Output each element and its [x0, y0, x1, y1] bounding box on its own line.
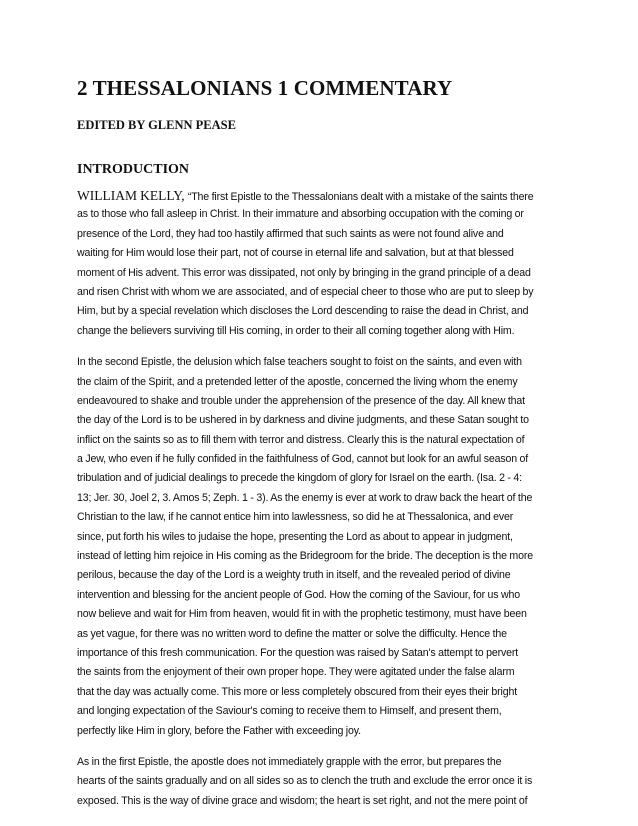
paragraph-1 [77, 186, 573, 341]
paragraph-line: change the believers surviving till His coming, in order to their all coming together along with Him. [77, 324, 515, 337]
paragraph-line: and longing expectation of the Saviour's coming to receive them to Himself, and present them, [77, 705, 502, 718]
paragraph-line: a Jew, who even if he fully confided in the faithfulness of God, cannot but look for an awful season of [77, 453, 529, 466]
paragraph-line: waiting for Him would lose their part, not of course in eternal life and salvation, but at that blessed [77, 247, 514, 260]
paragraph-line: the day of the Lord is to be ushered in by darkness and divine judgments, and these Satan sought to [77, 414, 529, 427]
author-name: WILLIAM KELLY, [77, 188, 188, 203]
paragraph-line: now believe and wait for Him from heaven, would fit in with the prophetic testimony, must have been [77, 608, 527, 621]
paragraph-line: as yet vague, for there was no written word to define the matter or solve the difficulty. Hence the [77, 627, 507, 640]
paragraph-line: moment of His advent. This error was dissipated, not only by bringing in the grand principle of a dead [77, 266, 531, 279]
editor-credit: EDITED BY GLENN PEASE [77, 118, 236, 132]
paragraph-2 [77, 353, 573, 741]
paragraph-line [77, 186, 573, 205]
paragraph-line: endeavoured to shake and trouble under the apprehension of the presence of the day. All knew that [77, 394, 525, 407]
paragraph-line: perilous, because the day of the Lord is a weighty truth in itself, and the revealed period of divine [77, 569, 511, 582]
paragraph-line: that the day was actually come. This more or less completely obscured from their eyes their bright [77, 685, 517, 698]
section-heading: INTRODUCTION [77, 162, 190, 177]
paragraph-line: presence of the Lord, they had too hastily affirmed that such saints as were not found alive and [77, 227, 504, 240]
paragraph-line: the claim of the Spirit, and a pretended letter of the apostle, concerned the living whom the enemy [77, 375, 518, 388]
paragraph-line-text: “The first Epistle to the Thessalonians dealt with a mistake of the saints there [187, 191, 534, 203]
paragraph-line: tribulation and of judicial dealings to precede the kingdom of glory for Israel on the earth. (Isa. 2 - 4: [77, 472, 522, 485]
paragraph-line: 13; Jer. 30, Joel 2, 3. Amos 5; Zeph. 1 - 3). As the enemy is ever at work to draw back the heart of the [77, 491, 533, 504]
paragraph-line: inflict on the saints so as to fill them with terror and distress. Clearly this is the natural expectation of [77, 433, 525, 446]
paragraph-line: and risen Christ with whom we are associated, and of especial cheer to those who are put to sleep by [77, 285, 534, 298]
paragraph-line: hearts of the saints gradually and on all sides so as to clench the truth and exclude the error once it is [77, 775, 533, 788]
paragraph-line: As in the first Epistle, the apostle does not immediately grapple with the error, but prepares the [77, 755, 502, 768]
paragraph-line: Christian to the law, if he cannot entice him into lawlessness, so did he at Thessalonica, and ever [77, 511, 514, 524]
paragraph-line: exposed. This is the way of divine grace and wisdom; the heart is set right, and not the mere point of [77, 794, 528, 807]
paragraph-line: intervention and blessing for the ancient people of God. How the coming of the Saviour, for us who [77, 588, 521, 601]
document-title: 2 THESSALONIANS 1 COMMENTARY [77, 76, 453, 100]
paragraph-line: Him, but by a special revelation which discloses the Lord descending to raise the dead in Christ, and [77, 305, 529, 318]
paragraph-line: instead of letting him rejoice in His coming as the Bridegroom for the bride. The deception is the more [77, 550, 533, 563]
paragraph-line: importance of this fresh communication. For the question was raised by Satan's attempt to pervert [77, 646, 519, 659]
paragraph-spacer [77, 341, 573, 353]
paragraph-line: as to those who fall asleep in Christ. In their immature and absorbing occupation with the coming or [77, 208, 524, 221]
paragraph-line: In the second Epistle, the delusion which false teachers sought to foist on the saints, and even with [77, 356, 522, 369]
paragraph-line: the saints from the enjoyment of their own proper hope. They were agitated under the false alarm [77, 666, 515, 679]
paragraph-line: since, put forth his wiles to judaise the hope, presenting the Lord as about to appear in judgment, [77, 530, 513, 543]
paragraph-3 [77, 753, 573, 811]
paragraph-line: perfectly like Him in glory, before the Father with exceeding joy. [77, 724, 361, 737]
paragraph-spacer [77, 741, 573, 753]
commentary-body [77, 186, 573, 811]
